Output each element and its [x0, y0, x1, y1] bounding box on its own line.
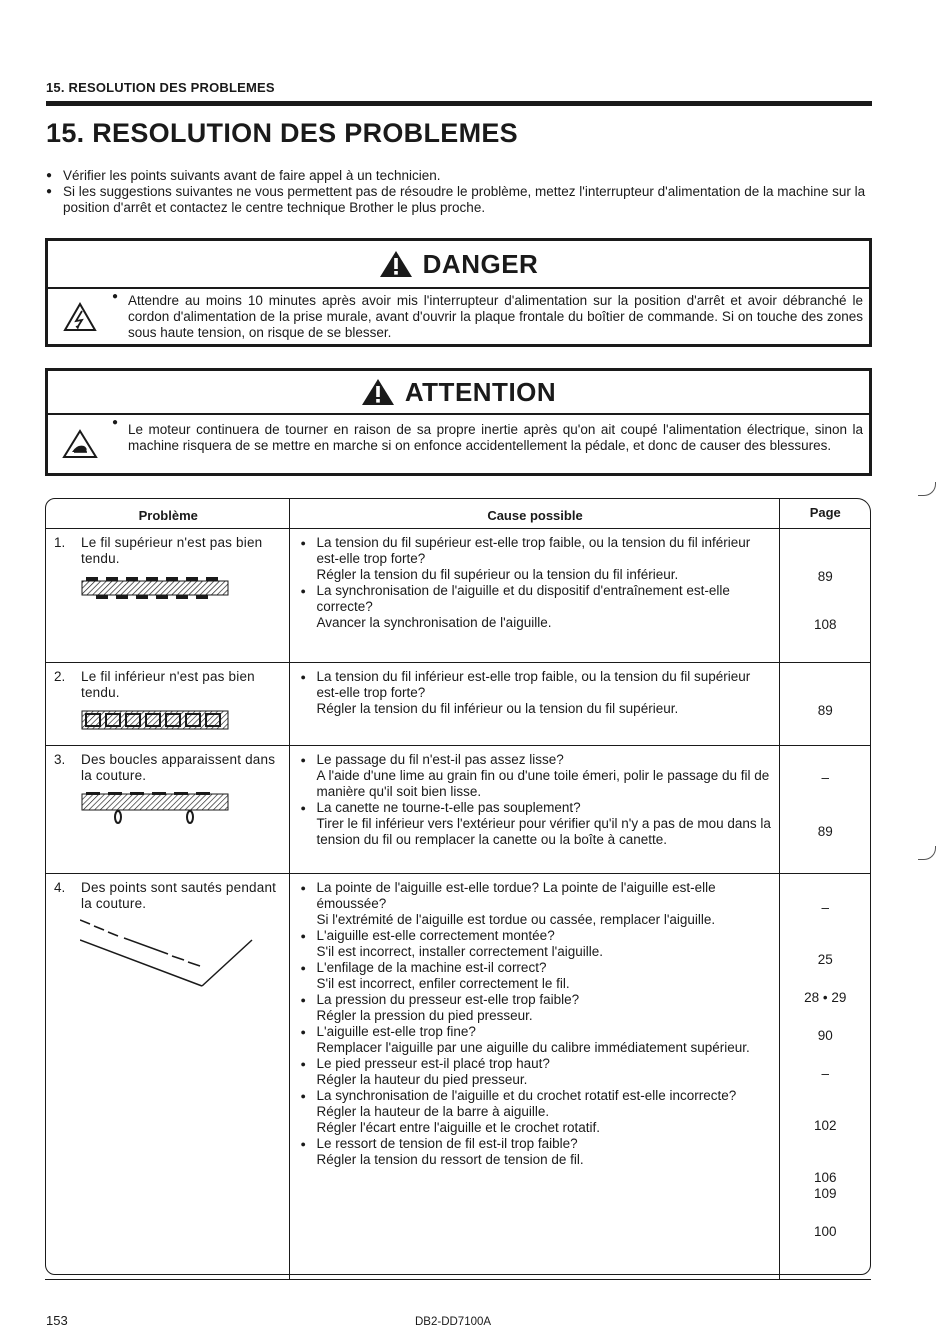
column-header-cause: Cause possible: [289, 498, 779, 528]
cause-remedy: Si l'extrémité de l'aiguille est tordue ou cassée, remplacer l'aiguille.: [316, 911, 716, 927]
cause-remedy: Régler la tension du fil inférieur ou la tension du fil supérieur.: [316, 700, 679, 716]
table-row: [45, 528, 871, 662]
cause-question: ● La pression du presseur est-elle trop faible?: [316, 991, 580, 1007]
cause-remedy: Régler la tension du fil supérieur ou la tension du fil inférieur.: [316, 566, 679, 582]
cause-item: [298, 1056, 773, 1088]
page-cell: [779, 873, 871, 1279]
problem-text: Le fil inférieur n'est pas bien tendu.: [81, 668, 255, 700]
page-reference: –: [821, 769, 829, 785]
cause-item: [298, 669, 773, 717]
cause-item: [298, 1024, 773, 1056]
rotating-parts-icon: [62, 429, 98, 459]
skipped-stitches-illustration: [80, 918, 270, 988]
warning-triangle-icon: [361, 378, 395, 406]
page-reference: 90: [817, 1027, 833, 1043]
problem-number: 4.: [54, 879, 66, 895]
cause-question: ● La synchronisation de l'aiguille et du dispositif d'entraînement est-elle correcte?: [316, 582, 730, 614]
cause-question: ● L'aiguille est-elle trop fine?: [316, 1023, 476, 1039]
problem-number: 3.: [54, 751, 66, 767]
cause-remedy: Régler la tension du ressort de tension de fil.: [316, 1151, 584, 1167]
problem-text: Le fil supérieur n'est pas bien tendu.: [81, 534, 263, 566]
attention-header: [48, 371, 869, 415]
cause-item: [298, 1136, 773, 1168]
cause-remedy: S'il est incorrect, installer correctement l'aiguille.: [316, 943, 604, 959]
page-reference: 89: [817, 568, 833, 584]
cause-question: ● La pointe de l'aiguille est-elle tordue? La pointe de l'aiguille est-elle émoussée?: [316, 879, 716, 911]
attention-label: ATTENTION: [404, 376, 557, 407]
danger-icon-cell: [48, 289, 112, 344]
column-header-page: Page: [779, 498, 871, 528]
header-rule: [46, 101, 872, 106]
danger-header: [48, 241, 869, 289]
cause-question: ● Le passage du fil n'est-il pas assez lisse?: [316, 751, 564, 767]
problem-cell: [45, 745, 289, 873]
intro-item: ● Si les suggestions suivantes ne vous permettent pas de résoudre le problème, mettez l'interrupteur d'alimentation de la machine sur la position d'arrêt et contactez le centre technique Brother le plus proche.: [46, 184, 874, 216]
page-reference: 108: [813, 616, 837, 632]
table-header-row: [45, 498, 871, 528]
table-row: [45, 873, 871, 1279]
page-reference: 89: [817, 702, 833, 718]
cause-item: [298, 880, 773, 928]
table-row: [45, 662, 871, 745]
cause-item: [298, 992, 773, 1024]
cause-item: [298, 800, 773, 848]
cause-item: [298, 535, 773, 583]
cause-question: ● L'aiguille est-elle correctement montée?: [316, 927, 555, 943]
danger-body: [48, 289, 869, 344]
cause-remedy: Avancer la synchronisation de l'aiguille.: [316, 614, 552, 630]
cause-remedy: Remplacer l'aiguille par une aiguille du calibre immédiatement supérieur.: [316, 1039, 750, 1055]
page-reference: 25: [817, 951, 833, 967]
danger-box: [45, 238, 872, 347]
cause-remedy: A l'aide d'une lime au grain fin ou d'une toile émeri, polir le passage du fil de manière qu'il soit bien lisse.: [316, 767, 770, 799]
cause-remedy: Tirer le fil inférieur vers l'extérieur pour vérifier qu'il n'y a pas de mou dans la tension du fil ou remplacer la canette ou la boîte à canette.: [316, 815, 771, 847]
problem-cell: [45, 662, 289, 745]
attention-body: [48, 415, 869, 473]
cause-item: [298, 928, 773, 960]
thread-loops-illustration: [80, 790, 230, 826]
problem-text: Des points sont sautés pendant la couture.: [81, 879, 277, 911]
page-reference: 102: [813, 1117, 837, 1133]
lower-thread-tension-illustration: [80, 707, 230, 733]
cause-question: ● Le ressort de tension de fil est-il trop faible?: [316, 1135, 578, 1151]
column-header-problem: Problème: [45, 498, 289, 528]
page-reference: 28 • 29: [804, 989, 847, 1005]
margin-binding-mark: [918, 482, 936, 496]
page-cell: [779, 528, 871, 662]
page-cell: [779, 745, 871, 873]
cause-item: [298, 752, 773, 800]
page-reference: 106: [813, 1169, 837, 1185]
document-code: DB2-DD7100A: [415, 1316, 492, 1328]
table-row: [45, 745, 871, 873]
page-reference: 100: [813, 1223, 837, 1239]
attention-text: ● Le moteur continuera de tourner en raison de sa propre inertie après qu'on ait coupé l'alimentation électrique, sinon la machine risquera de se mettre en marche si on enfonce accidentellement la pédale, et donc de causer des blessures.: [112, 415, 869, 473]
cause-item: [298, 1088, 773, 1136]
intro-list: [46, 168, 874, 216]
attention-icon-cell: [48, 415, 112, 473]
danger-text: ● Attendre au moins 10 minutes après avoir mis l'interrupteur d'alimentation sur la position d'arrêt et avoir débranché le cordon d'alimentation de la prise murale, avant d'ouvrir la plaque frontale du boîtier de commande. Si on touche des zones sous haute tension, on risque de se blesser.: [112, 289, 869, 344]
cause-cell: [289, 873, 779, 1279]
cause-cell: [289, 662, 779, 745]
warning-triangle-icon: [379, 250, 413, 278]
margin-binding-mark: [918, 846, 936, 860]
problem-number: 1.: [54, 534, 66, 550]
page-reference: –: [821, 1065, 829, 1081]
page-number: 153: [46, 1313, 68, 1328]
upper-thread-tension-illustration: [80, 573, 230, 603]
page-title: 15. RESOLUTION DES PROBLEMES: [46, 118, 518, 148]
problem-number: 2.: [54, 668, 66, 684]
cause-remedy: Régler la hauteur du pied presseur.: [316, 1071, 528, 1087]
attention-box: [45, 368, 872, 476]
cause-item: [298, 583, 773, 631]
troubleshooting-table: [45, 498, 871, 1280]
cause-remedy: Régler la pression du pied presseur.: [316, 1007, 533, 1023]
cause-question: ● La canette ne tourne-t-elle pas souplement?: [316, 799, 581, 815]
problem-text: Des boucles apparaissent dans la couture.: [81, 751, 276, 783]
cause-remedy: Régler la hauteur de la barre à aiguille.: [316, 1103, 550, 1119]
high-voltage-icon: [63, 302, 97, 332]
danger-label: DANGER: [422, 248, 539, 279]
page-reference: 109: [813, 1185, 837, 1201]
page-reference: 89: [817, 823, 833, 839]
cause-question: ● La tension du fil inférieur est-elle trop faible, ou la tension du fil supérieur est-elle trop forte?: [316, 668, 751, 700]
page-reference: –: [821, 899, 829, 915]
cause-cell: [289, 528, 779, 662]
problem-cell: [45, 873, 289, 1279]
cause-question: ● Le pied presseur est-il placé trop haut?: [316, 1055, 550, 1071]
cause-cell: [289, 745, 779, 873]
problem-cell: [45, 528, 289, 662]
cause-item: [298, 960, 773, 992]
cause-question: ● La synchronisation de l'aiguille et du crochet rotatif est-elle incorrecte?: [316, 1087, 737, 1103]
cause-remedy: Régler l'écart entre l'aiguille et le crochet rotatif.: [316, 1119, 601, 1135]
cause-question: ● La tension du fil supérieur est-elle trop faible, ou la tension du fil inférieur est-elle trop forte?: [316, 534, 751, 566]
running-head: 15. RESOLUTION DES PROBLEMES: [46, 80, 275, 95]
cause-question: ● L'enfilage de la machine est-il correct?: [316, 959, 547, 975]
cause-remedy: S'il est incorrect, enfiler correctement le fil.: [316, 975, 570, 991]
intro-item: ● Vérifier les points suivants avant de faire appel à un technicien.: [46, 168, 874, 184]
page-cell: [779, 662, 871, 745]
